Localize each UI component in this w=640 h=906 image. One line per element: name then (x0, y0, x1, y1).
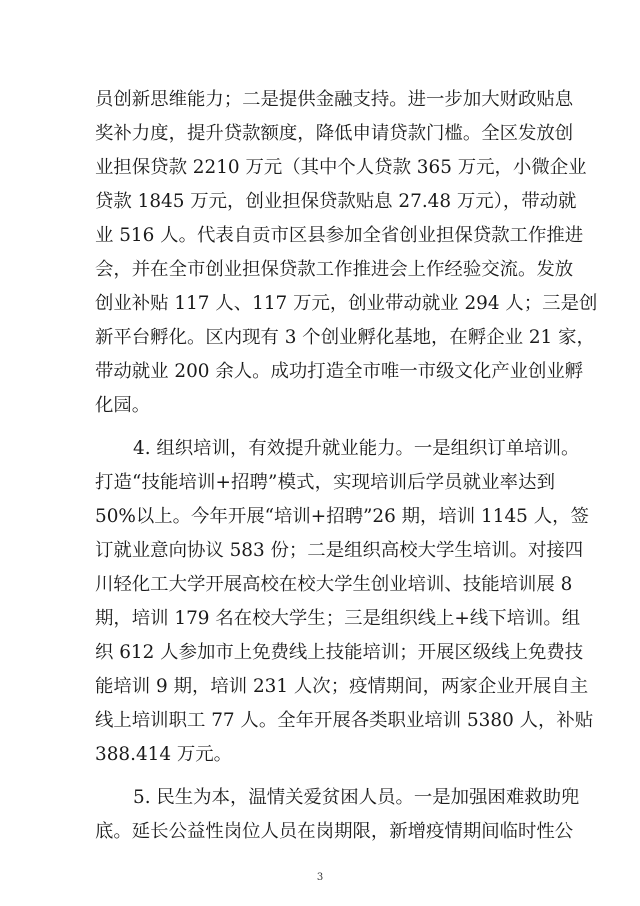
text-line: 能培训 9 期，培训 231 人次；疫情期间，两家企业开展自主 (95, 676, 589, 697)
text-line: 业 516 人。代表自贡市区县参加全省创业担保贷款工作推进 (95, 225, 584, 246)
text-line: 线上培训职工 77 人。全年开展各类职业培训 5380 人，补贴 (95, 710, 594, 731)
text-line: 带动就业 200 余人。成功打造全市唯一市级文化产业创业孵 (95, 361, 584, 382)
text-line: 织 612 人参加市上免费线上技能培训；开展区级线上免费技 (95, 642, 584, 663)
text-line: 订就业意向协议 583 份；二是组织高校大学生培训。对接四 (95, 540, 584, 561)
text-line: 打造“技能培训+招聘”模式，实现培训后学员就业率达到 (95, 472, 555, 493)
text-line: 奖补力度，提升贷款额度，降低申请贷款门槛。全区发放创 (95, 123, 574, 144)
text-line: 川轻化工大学开展高校在校大学生创业培训、技能培训展 8 (95, 574, 573, 595)
text-line: 贷款 1845 万元，创业担保贷款贴息 27.48 万元），带动就 (95, 191, 577, 212)
text-line: 会，并在全市创业担保贷款工作推进会上作经验交流。发放 (95, 259, 574, 280)
section-heading-line: 5. 民生为本，温情关爱贫困人员。一是加强困难救助兜 (133, 787, 580, 808)
text-line: 化园。 (95, 395, 151, 416)
text-line: 388.414 万元。 (95, 744, 233, 765)
text-line: 业担保贷款 2210 万元（其中个人贷款 365 万元，小微企业 (95, 157, 587, 178)
text-line: 期，培训 179 名在校大学生；三是组织线上+线下培训。组 (95, 608, 581, 629)
text-line: 新平台孵化。区内现有 3 个创业孵化基地，在孵企业 21 家， (95, 327, 595, 348)
page-number: 3 (316, 872, 324, 883)
section-heading-line: 4. 组织培训，有效提升就业能力。一是组织订单培训。 (133, 438, 580, 459)
text-line: 50%以上。今年开展“培训+招聘”26 期，培训 1145 人，签 (95, 506, 589, 527)
text-line: 员创新思维能力；二是提供金融支持。进一步加大财政贴息 (95, 89, 574, 110)
text-line: 底。延长公益性岗位人员在岗期限，新增疫情期间临时性公 (95, 821, 574, 842)
text-line: 创业补贴 117 人、117 万元，创业带动就业 294 人；三是创 (95, 293, 598, 314)
